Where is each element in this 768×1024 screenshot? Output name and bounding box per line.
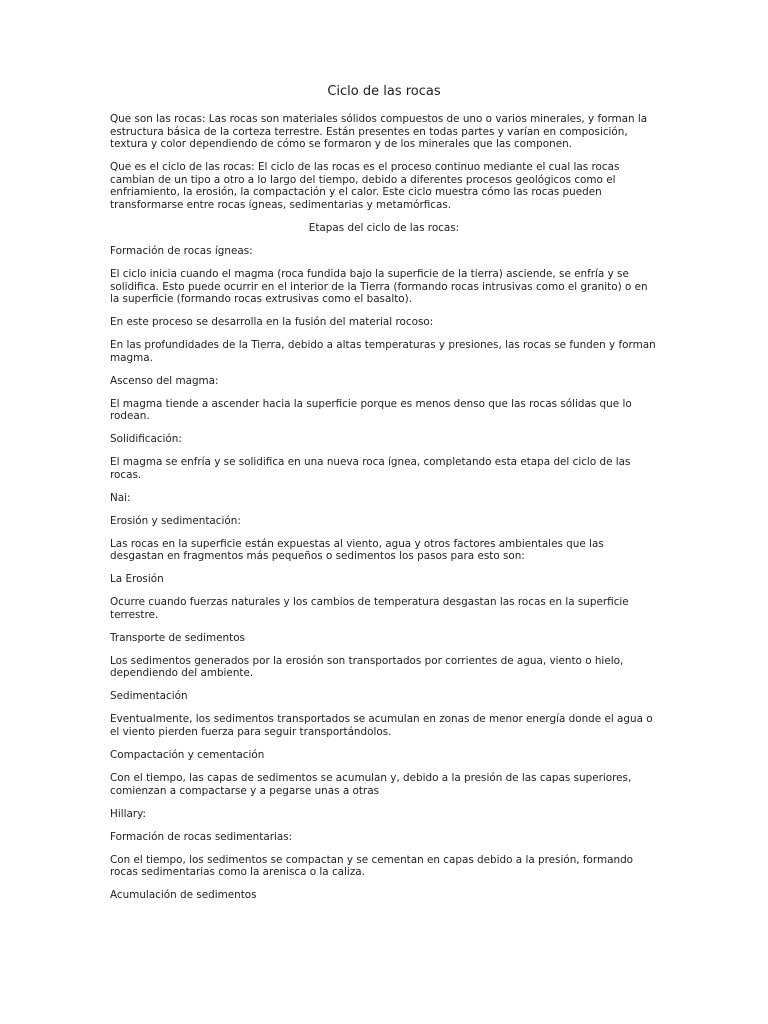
- paragraph: En este proceso se desarrolla en la fusión del material rocoso:: [110, 316, 434, 329]
- document-body: [110, 84, 658, 912]
- paragraph: Solidificación:: [110, 433, 182, 446]
- paragraph: Ascenso del magma:: [110, 374, 219, 387]
- paragraph: Transporte de sedimentos: [110, 631, 245, 644]
- paragraph: Acumulación de sedimentos: [110, 889, 257, 902]
- paragraph: El magma tiende a ascender hacia la superficie porque es menos denso que las rocas sólidas que lo rodean.: [110, 397, 632, 423]
- paragraph-list: [110, 113, 658, 902]
- paragraph: Con el tiempo, los sedimentos se compactan y se cementan en capas debido a la presión, formando rocas sedimentarias como la arenisca o la caliza.: [110, 853, 634, 879]
- paragraph: Que es el ciclo de las rocas: El ciclo de las rocas es el proceso continuo mediante el cual las rocas cambian de un tipo a otro a lo largo del tiempo, debido a diferentes procesos geológicos como el enfriamiento, la erosión, la compactación y el calor. Este ciclo muestra cómo las rocas pueden transformarse entre rocas ígneas, sedimentarias y metamórficas.: [110, 161, 620, 211]
- paragraph: Formación de rocas sedimentarias:: [110, 830, 293, 843]
- paragraph: Las rocas en la superficie están expuestas al viento, agua y otros factores ambientales que las desgastan en fragmentos más pequeños o sedimentos los pasos para esto son:: [110, 537, 604, 563]
- paragraph: Que son las rocas: Las rocas son materiales sólidos compuestos de uno o varios minerales, y forman la estructura básica de la corteza terrestre. Están presentes en todas partes y varían en composición, textura y color dependiendo de cómo se formaron y de los minerales que las componen.: [110, 113, 648, 151]
- paragraph: El ciclo inicia cuando el magma (roca fundida bajo la superficie de la tierra) asciende, se enfría y se solidifica. Esto puede ocurrir en el interior de la Tierra (formando rocas intrusivas como el granito) o en la superficie (formando rocas extrusivas como el basalto).: [110, 267, 648, 306]
- paragraph: Los sedimentos generados por la erosión son transportados por corrientes de agua, viento o hielo, dependiendo del ambiente.: [110, 654, 624, 680]
- paragraph: Formación de rocas ígneas:: [110, 244, 253, 257]
- paragraph: En las profundidades de la Tierra, debido a altas temperaturas y presiones, las rocas se funden y forman magma.: [110, 339, 656, 364]
- paragraph: Eventualmente, los sedimentos transportados se acumulan en zonas de menor energía donde el agua o el viento pierden fuerza para seguir transportándolos.: [110, 713, 653, 739]
- document-title: Ciclo de las rocas: [327, 84, 441, 99]
- paragraph: Hillary:: [110, 807, 147, 820]
- paragraph: Ocurre cuando fuerzas naturales y los cambios de temperatura desgastan las rocas en la superficie terrestre.: [110, 596, 629, 621]
- paragraph: El magma se enfría y se solidifica en una nueva roca ígnea, completando esta etapa del ciclo de las rocas.: [110, 456, 631, 481]
- paragraph: Con el tiempo, las capas de sedimentos se acumulan y, debido a la presión de las capas superiores, comienzan a compactarse y a pegarse unas a otras: [110, 771, 632, 797]
- paragraph: Nai:: [110, 491, 131, 504]
- paragraph: Etapas del ciclo de las rocas:: [308, 221, 460, 234]
- paragraph: Compactación y cementación: [110, 749, 265, 761]
- paragraph: Erosión y sedimentación:: [110, 514, 241, 527]
- paragraph: La Erosión: [110, 573, 164, 586]
- paragraph: Sedimentación: [110, 690, 188, 703]
